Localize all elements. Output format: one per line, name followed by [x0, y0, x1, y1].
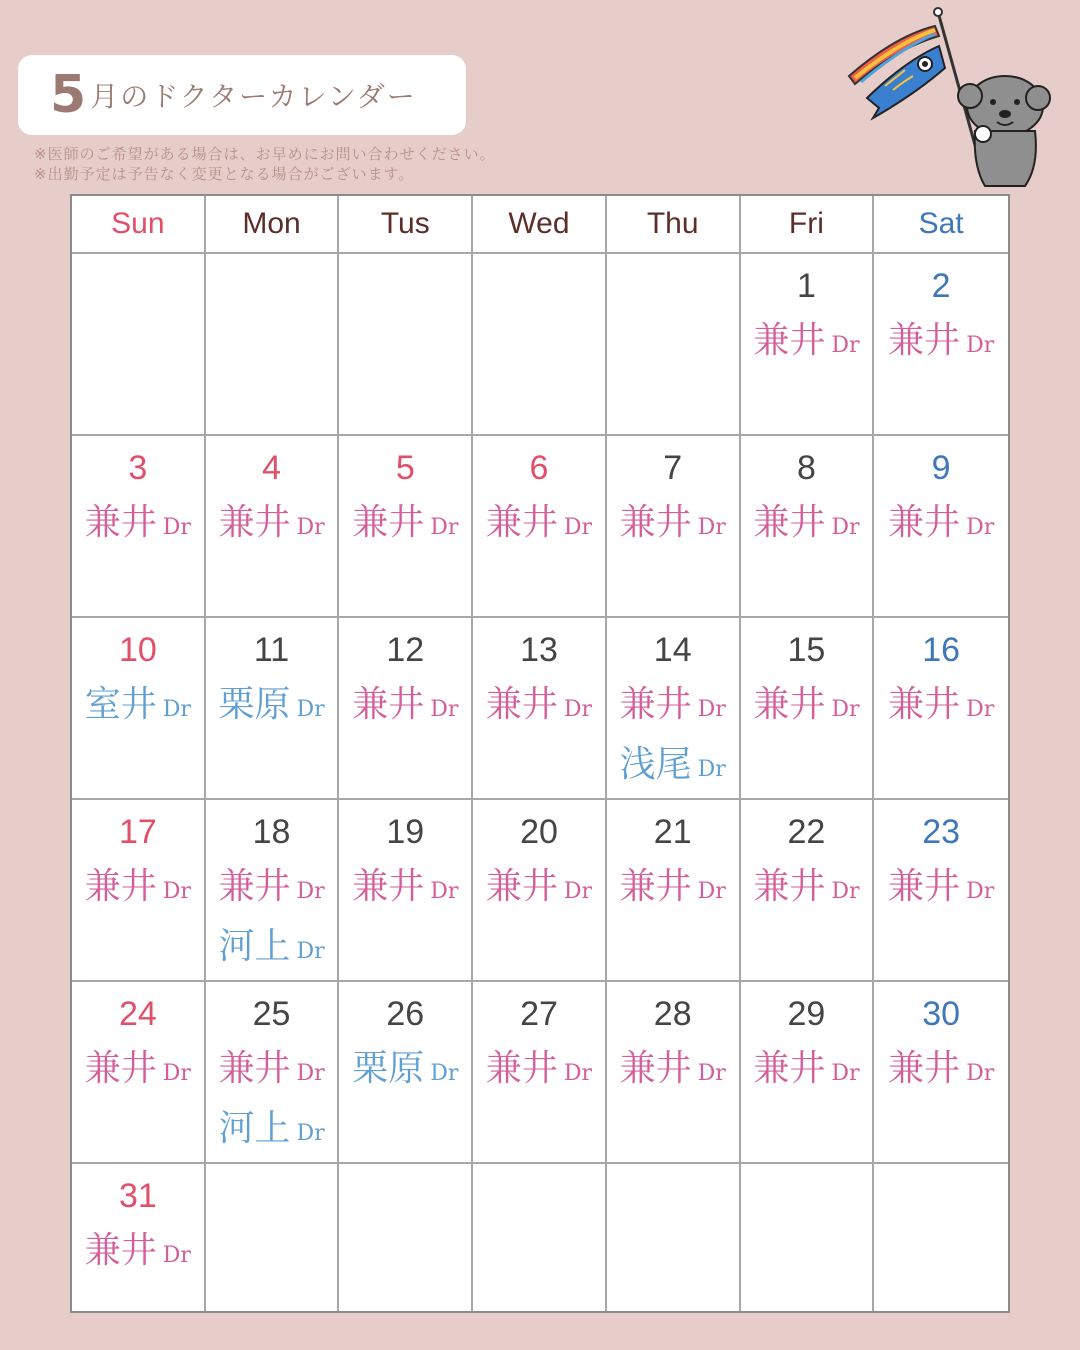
- calendar-day-cell: [206, 1164, 340, 1311]
- calendar-day-cell: [607, 254, 741, 436]
- doctor-entry: [72, 680, 204, 730]
- calendar-day-cell: [473, 254, 607, 436]
- calendar-day-cell: [874, 982, 1008, 1164]
- calendar-day-cell: [741, 982, 875, 1164]
- doctor-entry: [206, 498, 338, 548]
- day-number: [339, 266, 471, 306]
- calendar-day-cell: [473, 982, 607, 1164]
- day-number: 11: [253, 631, 290, 669]
- calendar-day-cell: [607, 982, 741, 1164]
- calendar-day-cell: [741, 1164, 875, 1311]
- calendar-day-cell: [874, 254, 1008, 436]
- doctor-suffix: Dr: [296, 697, 325, 722]
- doctor-name: 兼井: [485, 502, 558, 543]
- calendar-day-cell: [72, 254, 206, 436]
- calendar-day-cell: [874, 1164, 1008, 1311]
- day-number: 14: [653, 631, 692, 669]
- day-number: 22: [787, 813, 826, 851]
- doctor-suffix: Dr: [296, 939, 325, 964]
- doctor-name: 兼井: [888, 320, 961, 361]
- doctor-entry: [206, 1044, 338, 1094]
- doctor-suffix: Dr: [831, 333, 860, 358]
- doctor-suffix: Dr: [831, 1061, 860, 1086]
- day-number: 10: [118, 631, 157, 669]
- doctor-suffix: Dr: [162, 879, 191, 904]
- doctor-suffix: Dr: [430, 515, 459, 540]
- day-number: 19: [386, 813, 425, 851]
- doctor-suffix: Dr: [563, 1061, 593, 1086]
- calendar-day-cell: [607, 800, 741, 982]
- calendar-day-cell: [874, 436, 1008, 618]
- doctor-entry: [473, 498, 605, 548]
- day-number: 1: [796, 267, 816, 305]
- day-number: 6: [529, 449, 549, 487]
- doctor-suffix: Dr: [697, 515, 726, 540]
- day-number: 27: [520, 995, 558, 1033]
- doctor-name: 兼井: [218, 866, 291, 907]
- doctor-suffix: Dr: [697, 757, 726, 782]
- doctor-suffix: Dr: [162, 1061, 191, 1086]
- day-number: 21: [653, 813, 692, 851]
- doctor-name: 兼井: [485, 866, 558, 907]
- calendar-day-cell: [72, 982, 206, 1164]
- day-number: [206, 266, 338, 306]
- calendar-day-cell: [339, 254, 473, 436]
- day-number: 16: [922, 631, 961, 669]
- doctor-name: 河上: [218, 926, 291, 967]
- calendar-day-cell: [206, 254, 340, 436]
- day-number: [607, 266, 739, 306]
- doctor-name: 兼井: [485, 1048, 558, 1089]
- calendar-day-cell: [874, 618, 1008, 800]
- day-number: 25: [252, 995, 291, 1033]
- day-number: 9: [931, 449, 951, 487]
- day-number: 13: [520, 631, 558, 669]
- doctor-name: 栗原: [218, 684, 291, 725]
- doctor-name: 兼井: [352, 502, 425, 543]
- calendar-day-cell: [741, 436, 875, 618]
- notes: [34, 144, 496, 184]
- doctor-suffix: Dr: [697, 697, 726, 722]
- dog-with-koinobori-icon: [835, 6, 1055, 196]
- doctor-name: 兼井: [753, 320, 826, 361]
- title-month-number: 5: [50, 65, 87, 125]
- doctor-entry: [72, 1226, 204, 1276]
- title-text: 月のドクターカレンダー: [90, 80, 417, 113]
- day-number: [72, 266, 204, 306]
- note-line: ※出勤予定は予告なく変更となる場合がございます。: [34, 165, 415, 183]
- doctor-entry: [206, 1104, 338, 1154]
- calendar-day-cell: [473, 618, 607, 800]
- calendar-day-cell: [339, 800, 473, 982]
- doctor-entry: [607, 1044, 739, 1094]
- day-number: 12: [386, 631, 425, 669]
- calendar-day-cell: [206, 982, 340, 1164]
- day-number: [473, 1176, 605, 1216]
- doctor-entry: [874, 862, 1008, 912]
- doctor-name: 兼井: [619, 866, 692, 907]
- doctor-entry: [607, 498, 739, 548]
- calendar-day-cell: [206, 800, 340, 982]
- day-number: 2: [931, 267, 951, 305]
- doctor-suffix: Dr: [430, 697, 459, 722]
- calendar-day-cell: [473, 1164, 607, 1311]
- doctor-name: 兼井: [218, 1048, 291, 1089]
- doctor-name: 兼井: [84, 502, 157, 543]
- doctor-suffix: Dr: [697, 879, 726, 904]
- doctor-entry: [607, 862, 739, 912]
- doctor-suffix: Dr: [296, 879, 325, 904]
- doctor-entry: [339, 1044, 471, 1094]
- calendar-day-cell: [473, 436, 607, 618]
- doctor-entry: [339, 862, 471, 912]
- doctor-name: 兼井: [753, 866, 826, 907]
- doctor-name: 兼井: [218, 502, 291, 543]
- doctor-entry: [473, 680, 605, 730]
- doctor-name: 兼井: [753, 684, 826, 725]
- calendar-day-cell: [339, 436, 473, 618]
- day-number: 29: [787, 995, 826, 1033]
- doctor-name: 兼井: [888, 1048, 961, 1089]
- doctor-entry: [339, 498, 471, 548]
- calendar-day-cell: [607, 1164, 741, 1311]
- calendar-day-cell: [206, 436, 340, 618]
- calendar-day-cell: [339, 618, 473, 800]
- doctor-suffix: Dr: [831, 515, 860, 540]
- doctor-suffix: Dr: [296, 515, 325, 540]
- doctor-suffix: Dr: [296, 1121, 325, 1146]
- day-number: 5: [395, 449, 415, 487]
- calendar-day-cell: [607, 436, 741, 618]
- doctor-suffix: Dr: [563, 879, 593, 904]
- doctor-entry: [473, 862, 605, 912]
- doctor-name: 兼井: [84, 866, 157, 907]
- doctor-name: 兼井: [84, 1048, 157, 1089]
- doctor-entry: [741, 498, 873, 548]
- calendar-day-cell: [72, 618, 206, 800]
- note-line: ※医師のご希望がある場合は、お早めにお問い合わせください。: [34, 145, 496, 163]
- calendar-day-cell: [874, 800, 1008, 982]
- calendar-day-cell: [72, 436, 206, 618]
- doctor-entry: [72, 498, 204, 548]
- day-number: [741, 1176, 873, 1216]
- doctor-entry: [607, 740, 739, 790]
- doctor-suffix: Dr: [966, 1061, 995, 1086]
- doctor-name: 兼井: [888, 502, 961, 543]
- doctor-entry: [339, 680, 471, 730]
- doctor-entry: [874, 316, 1008, 366]
- doctor-name: 兼井: [619, 684, 692, 725]
- doctor-suffix: Dr: [430, 1061, 459, 1086]
- weekday-header: Fri: [741, 196, 875, 254]
- doctor-suffix: Dr: [430, 879, 459, 904]
- calendar-day-cell: [72, 800, 206, 982]
- doctor-name: 兼井: [888, 684, 961, 725]
- day-number: [874, 1176, 1008, 1216]
- doctor-entry: [607, 680, 739, 730]
- day-number: 17: [118, 813, 157, 851]
- doctor-suffix: Dr: [162, 697, 191, 722]
- doctor-entry: [206, 922, 338, 972]
- weekday-header: Sun: [72, 196, 206, 254]
- calendar-day-cell: [741, 254, 875, 436]
- page-title: [18, 55, 466, 135]
- doctor-name: 兼井: [352, 866, 425, 907]
- day-number: 18: [252, 813, 291, 851]
- doctor-suffix: Dr: [831, 697, 860, 722]
- day-number: 26: [386, 995, 425, 1033]
- day-number: 23: [922, 813, 961, 851]
- doctor-entry: [741, 1044, 873, 1094]
- day-number: 24: [118, 995, 157, 1033]
- doctor-entry: [72, 862, 204, 912]
- doctor-suffix: Dr: [966, 879, 995, 904]
- doctor-entry: [874, 1044, 1008, 1094]
- day-number: 28: [653, 995, 692, 1033]
- doctor-name: 室井: [84, 684, 157, 725]
- weekday-header: Mon: [206, 196, 340, 254]
- calendar-day-cell: [72, 1164, 206, 1311]
- calendar-day-cell: [741, 618, 875, 800]
- doctor-suffix: Dr: [563, 515, 593, 540]
- calendar-day-cell: [607, 618, 741, 800]
- day-number: 15: [787, 631, 826, 669]
- doctor-name: 河上: [218, 1108, 291, 1149]
- day-number: [607, 1176, 739, 1216]
- calendar-grid: [70, 194, 1010, 1313]
- day-number: 8: [796, 449, 816, 487]
- doctor-entry: [741, 680, 873, 730]
- weekday-header: Wed: [473, 196, 607, 254]
- doctor-suffix: Dr: [697, 1061, 726, 1086]
- day-number: [339, 1176, 471, 1216]
- doctor-name: 兼井: [753, 1048, 826, 1089]
- doctor-suffix: Dr: [966, 697, 995, 722]
- day-number: 31: [118, 1177, 157, 1215]
- doctor-suffix: Dr: [162, 515, 191, 540]
- doctor-suffix: Dr: [563, 697, 593, 722]
- doctor-name: 兼井: [485, 684, 558, 725]
- doctor-entry: [874, 680, 1008, 730]
- day-number: [473, 266, 605, 306]
- doctor-name: 栗原: [352, 1048, 425, 1089]
- doctor-suffix: Dr: [162, 1243, 191, 1268]
- calendar-day-cell: [206, 618, 340, 800]
- calendar-day-cell: [339, 1164, 473, 1311]
- doctor-name: 兼井: [84, 1230, 157, 1271]
- calendar-day-cell: [339, 982, 473, 1164]
- doctor-suffix: Dr: [966, 515, 995, 540]
- doctor-name: 兼井: [619, 1048, 692, 1089]
- doctor-name: 兼井: [352, 684, 425, 725]
- day-number: 20: [520, 813, 558, 851]
- weekday-header: Tus: [339, 196, 473, 254]
- day-number: 4: [262, 449, 282, 487]
- day-number: 30: [922, 995, 961, 1033]
- doctor-entry: [206, 680, 338, 730]
- day-number: 7: [663, 449, 683, 487]
- weekday-header: Thu: [607, 196, 741, 254]
- day-number: 3: [128, 449, 148, 487]
- doctor-name: 兼井: [753, 502, 826, 543]
- doctor-name: 浅尾: [619, 744, 692, 785]
- doctor-name: 兼井: [619, 502, 692, 543]
- doctor-suffix: Dr: [831, 879, 860, 904]
- doctor-entry: [473, 1044, 605, 1094]
- doctor-entry: [741, 316, 873, 366]
- doctor-entry: [741, 862, 873, 912]
- doctor-name: 兼井: [888, 866, 961, 907]
- doctor-suffix: Dr: [966, 333, 995, 358]
- doctor-suffix: Dr: [296, 1061, 325, 1086]
- calendar-day-cell: [473, 800, 607, 982]
- day-number: [206, 1176, 338, 1216]
- weekday-header: Sat: [874, 196, 1008, 254]
- doctor-entry: [72, 1044, 204, 1094]
- calendar-day-cell: [741, 800, 875, 982]
- doctor-entry: [874, 498, 1008, 548]
- doctor-entry: [206, 862, 338, 912]
